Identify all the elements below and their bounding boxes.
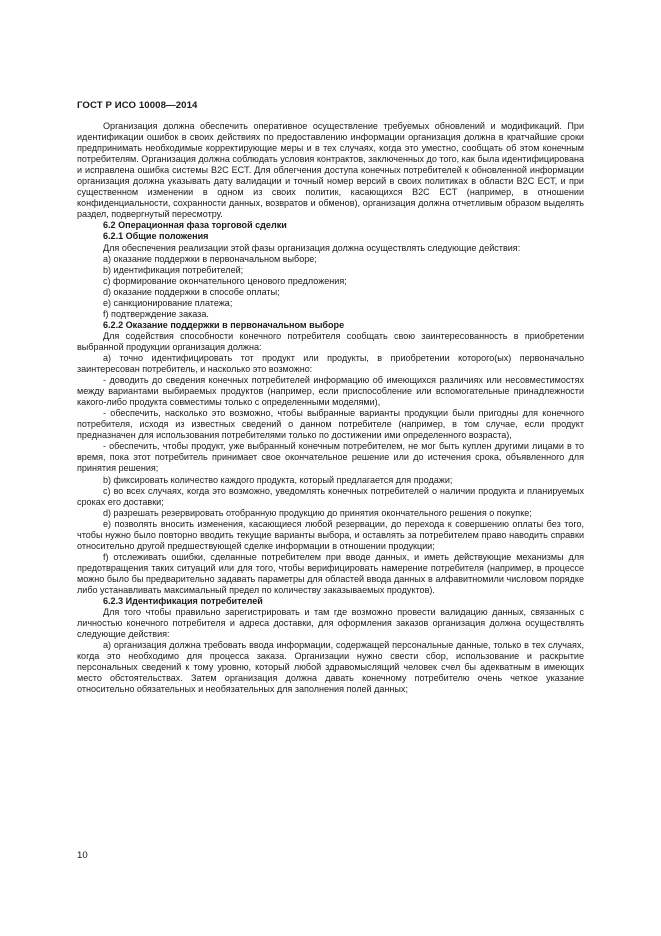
- body-paragraph: d) разрешать резервировать отобранную продукцию до принятия окончательного решения о покупке;: [103, 507, 532, 518]
- body-paragraph: - обеспечить, чтобы продукт, уже выбранный конечным потребителем, не мог быть куплен другими лицами в то время, пока этот потребитель принимает свое окончательное решение или до истечения срока, объявленного для принятия решения;: [77, 441, 584, 474]
- page-number: 10: [77, 850, 88, 861]
- body-paragraph: Для содействия способности конечного потребителя сообщать свою заинтересованность в приобретении выбранной продукции организация должна:: [77, 330, 584, 352]
- section-heading: 6.2.1 Общие положения: [103, 231, 209, 242]
- body-paragraph: c) формирование окончательного ценового предложения;: [103, 275, 347, 286]
- section-heading: 6.2 Операционная фаза торговой сделки: [103, 220, 287, 231]
- body-paragraph: - обеспечить, насколько это возможно, чтобы выбранные варианты продукции были пригодны для конечного потребителя, исходя из известных сведений о данном потребителе (например, в том случае, если продукт предназначен для использования потребителями только по достижении ими определенного возраста),: [77, 408, 584, 441]
- body-paragraph: f) отслеживать ошибки, сделанные потребителем при вводе данных, и иметь действующие механизмы для предотвращения таких ситуаций или для того, чтобы верифицировать намерение потребителя (например, в процессе можно было бы предварительно задавать параметры для областей ввода данных в алфавитномили числовом порядке либо устанавливать максимальный предел по количеству заказываемых продуктов).: [77, 551, 584, 595]
- body-paragraph: Организация должна обеспечить оперативное осуществление требуемых обновлений и модификаций. При идентификации ошибок в своих действиях по предоставлению информации организация должна в кратчайшие сроки предпринимать необходимые корректирующие меры и в тех случаях, когда это уместно, сообщать об этом конечным потребителям. Организация должна соблюдать условия контрактов, заключенных до того, как была идентифицирована и исправлена ошибка системы B2C ECT. Для облегчения доступа конечных потребителей к обновленной информации организация должна указывать дату валидации и точный номер версий в своих политиках в области B2C ECT, и при существенном изменении в одном из своих политик, касающихся B2C ECT (например, в отношении конфиденциальности, сохранности данных, возвратов и обменов), организация должна отчетливым образом выделять раздел, подвергнутый пересмотру.: [77, 121, 584, 220]
- document-header: ГОСТ Р ИСО 10008—2014: [77, 100, 198, 111]
- body-paragraph: b) фиксировать количество каждого продукта, который предлагается для продажи;: [103, 474, 453, 485]
- body-paragraph: - доводить до сведения конечных потребителей информацию об имеющихся различиях или несовместимостях между вариантами выбираемых продуктов (например, если приспособление или вспомогательные принадлежности какого-либо продукта совместимы только с определенными моделями),: [77, 375, 584, 408]
- body-paragraph: c) во всех случаях, когда это возможно, уведомлять конечных потребителей о наличии продукта и планируемых сроках его доставки;: [77, 485, 584, 507]
- body-paragraph: d) оказание поддержки в способе оплаты;: [103, 286, 280, 297]
- body-paragraph: b) идентификация потребителей;: [103, 264, 244, 275]
- section-heading: 6.2.3 Идентификация потребителей: [103, 596, 263, 607]
- section-heading: 6.2.2 Оказание поддержки в первоначальном выборе: [103, 319, 345, 330]
- body-paragraph: e) санкционирование платежа;: [103, 297, 233, 308]
- body-paragraph: а) точно идентифицировать тот продукт или продукты, в приобретении которого(ых) первоначально заинтересован потребитель, и насколько это возможно:: [77, 352, 584, 375]
- body-paragraph: Для того чтобы правильно зарегистрировать и там где возможно провести валидацию данных, связанных с личностью конечного потребителя и адреса доставки, для оформления заказов организация должна осуществлять следующие действия:: [77, 607, 584, 640]
- body-paragraph: Для обеспечения реализации этой фазы организация должна осуществлять следующие действия:: [103, 242, 521, 253]
- body-paragraph: а) оказание поддержки в первоначальном выборе;: [103, 253, 317, 264]
- body-paragraph: e) позволять вносить изменения, касающиеся любой резервации, до перехода к совершению оплаты без того, чтобы нужно было повторно вводить текущие варианты выбора, и оставлять за потребителем право наводить справки относительно другой предшествующей сделке информации в отношении продукции;: [77, 518, 584, 551]
- body-paragraph: а) организация должна требовать ввода информации, содержащей персональные данные, только в тех случаях, когда это необходимо для процесса заказа. Организации нужно свести сбор, использование и раскрытие персональных сведений к тому уровню, который любой здравомыслящий человек счел бы адекватным в имеющих место обстоятельствах. Затем организация должна давать конечному потребителю очень четкое указание относительно обязательных и необязательных для заполнения полей данных;: [77, 640, 584, 695]
- body-paragraph: f) подтверждение заказа.: [103, 308, 209, 319]
- document-body: [77, 121, 584, 695]
